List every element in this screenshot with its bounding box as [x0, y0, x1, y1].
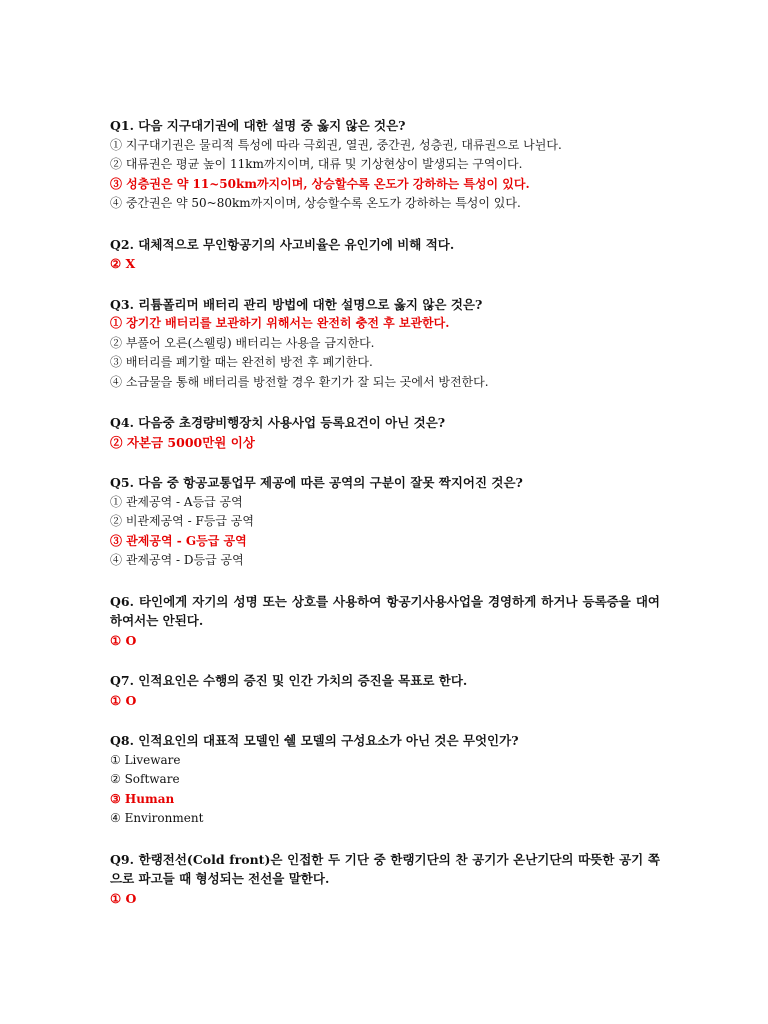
question-5: [110, 473, 660, 571]
option-1: ① 지구대기권은 물리적 특성에 따라 극회권, 열권, 중간권, 성층권, 대류권으로 나뉜다.: [110, 137, 562, 152]
options-list: [110, 493, 660, 571]
option-4: ④ 관제공역 - D등급 공역: [110, 553, 244, 567]
question-2: [110, 235, 660, 274]
option-4: ④ Environment: [110, 811, 204, 825]
option-3: ③ 배터리를 폐기할 때는 완전히 방전 후 폐기한다.: [110, 355, 373, 369]
option-3-correct: ③ Human: [110, 791, 175, 806]
question-title: Q2. 대체적으로 무인항공기의 사고비율은 유인기에 비해 적다.: [110, 236, 455, 252]
question-6: [110, 592, 660, 651]
option-3-correct: ③ 관제공역 - G등급 공역: [110, 533, 247, 548]
question-title: Q4. 다음중 초경량비행장치 사용사업 등록요건이 아닌 것은?: [110, 415, 446, 430]
answer: ② 자본금 5000만원 이상: [110, 434, 255, 450]
question-title: Q3. 리튬폴리머 배터리 관리 방법에 대한 설명으로 옳지 않은 것은?: [110, 296, 483, 312]
options-list: [110, 136, 660, 214]
option-2: ② 비관제공역 - F등급 공역: [110, 514, 254, 528]
question-3: [110, 295, 660, 393]
answer: ② X: [110, 256, 136, 271]
options-list: [110, 751, 660, 829]
question-9: [110, 850, 660, 909]
question-title: Q1. 다음 지구대기권에 대한 설명 중 옳지 않은 것은?: [110, 118, 406, 133]
answer: ① O: [110, 890, 137, 906]
question-8: [110, 731, 660, 829]
option-1-correct: ① 장기간 배터리를 보관하기 위해서는 완전히 충전 후 보관한다.: [110, 316, 450, 330]
question-title: Q7. 인적요인은 수행의 증진 및 인간 가치의 증진을 목표로 한다.: [110, 673, 468, 688]
option-2: ② 대류권은 평균 높이 11km까지이며, 대류 및 기상현상이 발생되는 구역이다.: [110, 157, 523, 171]
question-title: Q6. 타인에게 자기의 성명 또는 상호를 사용하여 항공기사용사업을 경영하게 하거나 등록증을 대여하여서는 안된다.: [110, 593, 660, 628]
option-2: ② 부풀어 오른(스웰링) 배터리는 사용을 금지한다.: [110, 335, 375, 350]
question-title: Q8. 인적요인의 대표적 모델인 쉘 모델의 구성요소가 아닌 것은 무엇인가?: [110, 733, 519, 748]
question-title: Q9. 한랭전선(Cold front)은 인접한 두 기단 중 한랭기단의 찬 공기가 온난기단의 따뜻한 공기 쪽으로 파고들 때 형성되는 전선을 말한다.: [110, 851, 660, 886]
answer: ① O: [110, 692, 137, 708]
option-3-correct: ③ 성층권은 약 11~50km까지이며, 상승할수록 온도가 강하하는 특성이 있다.: [110, 176, 530, 191]
question-1: [110, 116, 660, 214]
question-7: [110, 671, 660, 710]
answer: ① O: [110, 632, 137, 648]
option-1: ① Liveware: [110, 752, 181, 767]
document-page: [110, 116, 660, 929]
options-list: [110, 314, 660, 392]
option-4: ④ 소금물을 통해 배터리를 방전할 경우 환기가 잘 되는 곳에서 방전한다.: [110, 374, 489, 389]
option-1: ① 관제공역 - A등급 공역: [110, 494, 243, 509]
question-title: Q5. 다음 중 항공교통업무 제공에 따른 공역의 구분이 잘못 짝지어진 것은?: [110, 475, 523, 490]
option-4: ④ 중간권은 약 50~80km까지이며, 상승할수록 온도가 강하하는 특성이 있다.: [110, 196, 521, 210]
option-2: ② Software: [110, 772, 180, 786]
question-4: [110, 413, 660, 452]
